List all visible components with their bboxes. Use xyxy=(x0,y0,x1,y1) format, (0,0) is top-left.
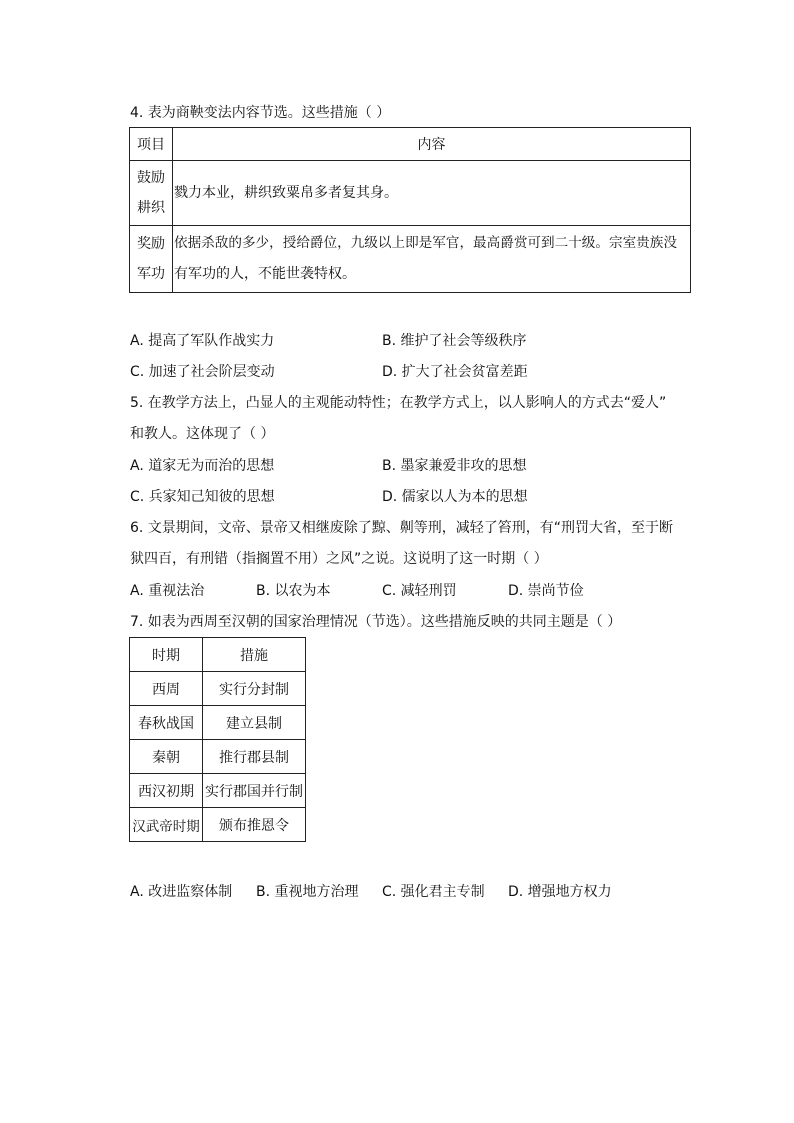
table-cell: 实行分封制 xyxy=(203,672,306,706)
table-row xyxy=(130,740,306,774)
option-c[interactable]: C. 兵家知己知彼的思想 xyxy=(130,489,275,505)
cell-line: 鼓励 xyxy=(137,170,165,186)
option-a[interactable]: A. 提高了军队作战实力 xyxy=(130,333,275,349)
option-b[interactable]: B. 以农为本 xyxy=(256,583,331,599)
reform-table xyxy=(129,127,691,293)
question-5-stem: 和教人。这体现了（ ） xyxy=(130,426,275,442)
option-c[interactable]: C. 减轻刑罚 xyxy=(382,583,457,599)
option-c[interactable]: C. 加速了社会阶层变动 xyxy=(130,364,275,380)
cell-line: 有军功的人，不能世袭特权。 xyxy=(174,266,356,282)
table-cell-item xyxy=(130,161,173,226)
cell-line: 军功 xyxy=(137,266,165,282)
option-d[interactable]: D. 增强地方权力 xyxy=(508,884,612,900)
question-7-stem: 7. 如表为西周至汉朝的国家治理情况（节选）。这些措施反映的共同主题是（ ） xyxy=(130,614,622,630)
table-header-row xyxy=(130,638,306,672)
table-row xyxy=(130,672,306,706)
cell-line: 依据杀敌的多少，授给爵位，九级以上即是军官，最高爵赏可到二十级。宗室贵族没 xyxy=(174,235,677,251)
table-cell: 秦朝 xyxy=(130,740,203,774)
table-header-cell: 内容 xyxy=(173,128,691,161)
option-b[interactable]: B. 维护了社会等级秩序 xyxy=(382,333,527,349)
cell-line: 戮力本业，耕织致粟帛多者复其身。 xyxy=(174,184,398,201)
question-6-stem: 狱四百，有刑错（指搁置不用）之风”之说。这说明了这一时期（ ） xyxy=(130,551,548,567)
table-row xyxy=(130,706,306,740)
table-header-row xyxy=(130,128,691,161)
option-b[interactable]: B. 重视地方治理 xyxy=(256,884,359,900)
cell-line: 奖励 xyxy=(137,236,165,252)
option-b[interactable]: B. 墨家兼爱非攻的思想 xyxy=(382,458,527,474)
table-header-cell: 措施 xyxy=(203,638,306,672)
question-6-stem: 6. 文景期间，文帝、景帝又相继废除了黥、劓等刑，减轻了笞刑，有“刑罚大省，至于断 xyxy=(130,520,674,536)
table-cell-content xyxy=(173,161,691,226)
option-c[interactable]: C. 强化君主专制 xyxy=(382,884,485,900)
question-4-stem: 4. 表为商鞅变法内容节选。这些措施（ ） xyxy=(130,105,391,121)
table-cell-content xyxy=(173,226,691,293)
cell-line: 耕织 xyxy=(137,200,165,216)
table-cell: 推行郡县制 xyxy=(203,740,306,774)
question-5-stem: 5. 在教学方法上，凸显人的主观能动特性；在教学方式上，以人影响人的方式去“爱人” xyxy=(130,395,667,411)
table-cell: 春秋战国 xyxy=(130,706,203,740)
table-row xyxy=(130,808,306,842)
option-d[interactable]: D. 儒家以人为本的思想 xyxy=(382,489,528,505)
governance-table xyxy=(129,637,306,842)
table-cell: 建立县制 xyxy=(203,706,306,740)
table-cell: 汉武帝时期 xyxy=(130,808,203,842)
table-cell-item xyxy=(130,226,173,293)
table-header-cell: 项目 xyxy=(130,128,173,161)
table-cell: 颁布推恩令 xyxy=(203,808,306,842)
table-row xyxy=(130,161,691,226)
table-cell: 西周 xyxy=(130,672,203,706)
table-cell: 西汉初期 xyxy=(130,774,203,808)
table-header-cell: 时期 xyxy=(130,638,203,672)
option-a[interactable]: A. 道家无为而治的思想 xyxy=(130,458,275,474)
option-d[interactable]: D. 扩大了社会贫富差距 xyxy=(382,364,528,380)
table-row xyxy=(130,774,306,808)
option-a[interactable]: A. 改进监察体制 xyxy=(130,884,233,900)
option-d[interactable]: D. 崇尚节俭 xyxy=(508,583,584,599)
option-a[interactable]: A. 重视法治 xyxy=(130,583,205,599)
table-row xyxy=(130,226,691,293)
table-cell: 实行郡国并行制 xyxy=(203,774,306,808)
